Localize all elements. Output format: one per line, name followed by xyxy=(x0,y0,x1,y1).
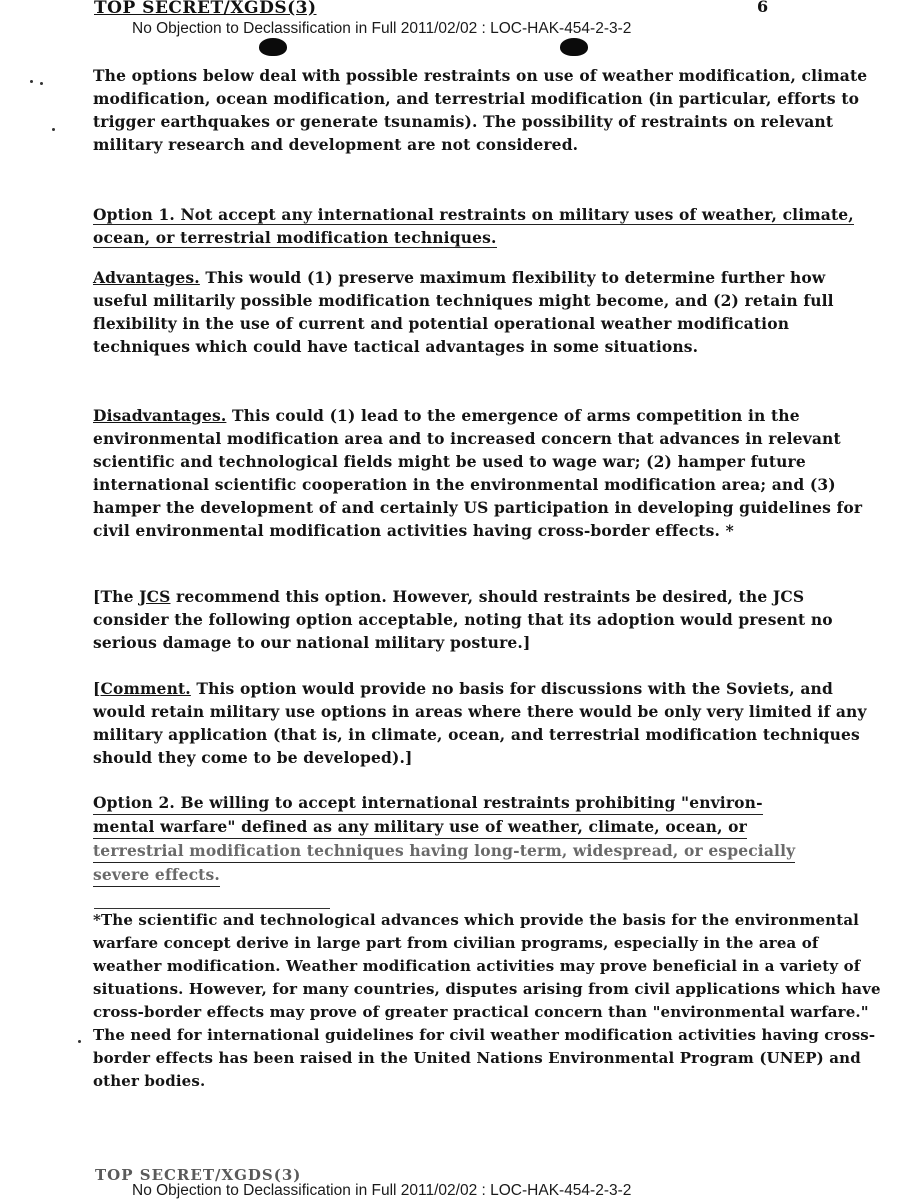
classification-footer: TOP SECRET/XGDS(3) xyxy=(95,1166,302,1184)
footnote-text: *The scientific and technological advances which provide the basis for the environmental warfare concept derive in large part from civilian programs, especially in the area of weather modification. Weather modification activities may prove beneficial in a variety of situations. However, for many countries, disputes arising from civil applications which have cross-border effects may prove of greater practical concern than "environmental warfare." The need for international guidelines for civil weather modification activities having cross-border effects has been raised in the United Nations Environmental Program (UNEP) and other bodies. xyxy=(93,911,881,1090)
advantages-body xyxy=(93,266,883,358)
scan-speck xyxy=(30,80,33,83)
jcs-abbreviation: JCS xyxy=(139,587,171,606)
disadvantages-body xyxy=(93,404,883,542)
option-2-label: Option 2. xyxy=(93,793,175,812)
classification-header: TOP SECRET/XGDS(3) xyxy=(94,0,317,18)
option-2-line-4: severe effects. xyxy=(93,863,220,887)
disadvantages-text: This could (1) lead to the emergence of arms competition in the environmental modification area and to increased concern that advances in relevant scientific and technological fields might be used to wage war; (2) hamper future international scientific cooperation in the environmental modification area; and (3) hamper the development of and certainly US participation in developing guidelines for civil environmental modification activities having cross-border effects. * xyxy=(93,406,863,540)
declassification-stamp-top: No Objection to Declassification in Full 2011/02/02 : LOC-HAK-454-2-3-2 xyxy=(132,20,632,37)
advantages-paragraph xyxy=(93,266,883,358)
option-1-heading xyxy=(93,205,854,248)
footnote-paragraph xyxy=(93,909,883,1093)
page-number: 6 xyxy=(757,0,769,16)
scan-speck xyxy=(40,82,43,85)
declassification-stamp-bottom: No Objection to Declassification in Full 2011/02/02 : LOC-HAK-454-2-3-2 xyxy=(132,1182,632,1199)
comment-text: This option would provide no basis for discussions with the Soviets, and would retain military use options in areas where there would be only very limited if any military application (that is, in climate, ocean, and terrestrial modification techniques should they come to be developed).] xyxy=(93,679,867,767)
comment-body xyxy=(93,677,883,769)
disadvantages-label: Disadvantages. xyxy=(93,406,227,425)
option-1-paragraph xyxy=(93,203,883,249)
scan-speck xyxy=(78,1040,81,1043)
option-2-line-3: terrestrial modification techniques having long-term, widespread, or especially xyxy=(93,839,795,863)
disadvantages-paragraph xyxy=(93,404,883,542)
intro-paragraph xyxy=(93,64,883,156)
option-2-line-2: mental warfare" defined as any military use of weather, climate, ocean, or xyxy=(93,815,747,839)
jcs-note-text: recommend this option. However, should restraints be desired, the JCS consider the following option acceptable, noting that its adoption would present no serious damage to our national military posture.] xyxy=(93,587,833,652)
jcs-note-paragraph xyxy=(93,585,883,654)
comment-paragraph xyxy=(93,677,883,769)
comment-open-bracket: [ xyxy=(93,679,101,698)
option-2-line-1-text: Be willing to accept international restraints prohibiting "environ- xyxy=(180,793,763,812)
scan-speck xyxy=(52,128,55,131)
advantages-text: This would (1) preserve maximum flexibility to determine further how useful militarily possible modification techniques might become, and (2) retain full flexibility in the use of current and potential operational weather modification techniques which could have tactical advantages in some situations. xyxy=(93,268,834,356)
advantages-label: Advantages. xyxy=(93,268,200,287)
jcs-note-open: [The xyxy=(93,587,140,606)
jcs-note-body xyxy=(93,585,883,654)
option-2-paragraph xyxy=(93,791,883,887)
punch-hole-right xyxy=(560,38,588,56)
intro-text: The options below deal with possible restraints on use of weather modification, climate modification, ocean modification, and terrestrial modification (in particular, efforts to trigger earthquakes or generate tsunamis). The possibility of restraints on relevant military research and development are not considered. xyxy=(93,66,868,154)
option-2-line-1 xyxy=(93,791,763,815)
comment-label: Comment. xyxy=(100,679,191,698)
option-1-label: Option 1. xyxy=(93,205,175,224)
option-1-text: Not accept any international restraints on military uses of weather, climate, ocean, or terrestrial modification techniques. xyxy=(93,205,854,247)
punch-hole-left xyxy=(259,38,287,56)
